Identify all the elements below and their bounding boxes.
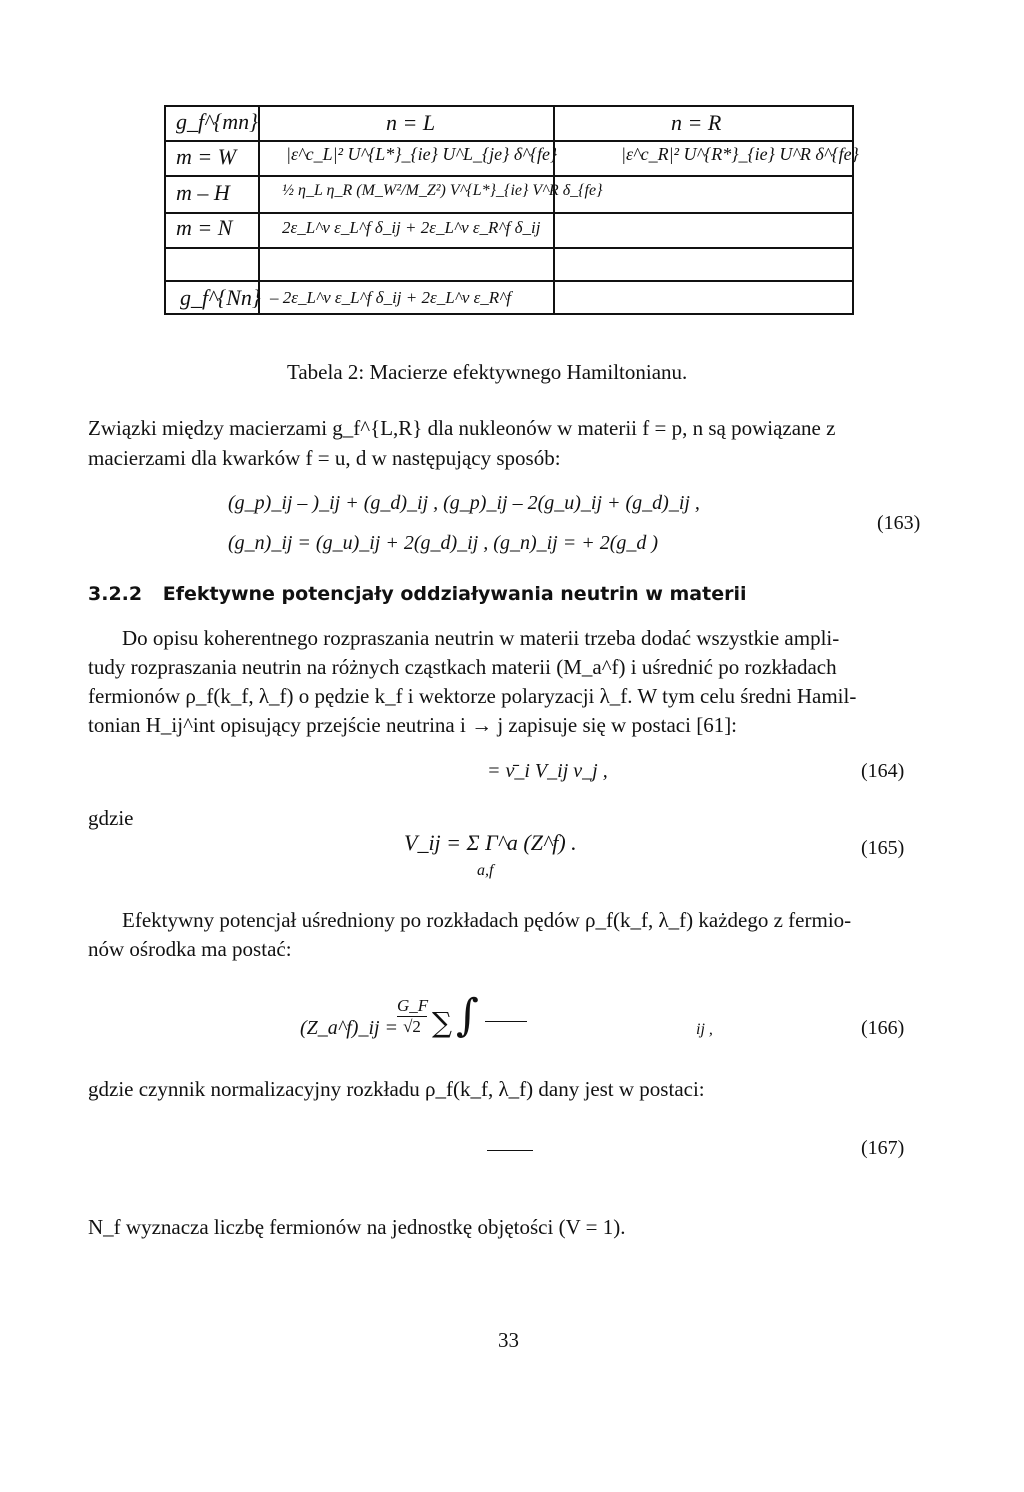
equation-166-tail: ij , bbox=[696, 1021, 713, 1038]
paragraph-line: N_f wyznacza liczbę fermionów na jednostkę objętości (V = 1). bbox=[88, 1215, 626, 1239]
cell-H-L: ½ η_L η_R (M_W²/M_Z²) V^{L*}_{ie} V^R δ_{fe} bbox=[282, 182, 603, 199]
table-caption: Tabela 2: Macierze efektywnego Hamiltonianu. bbox=[287, 360, 688, 384]
equation-number: (165) bbox=[861, 837, 905, 859]
paragraph-line: nów ośrodka ma postać: bbox=[88, 937, 292, 961]
table-rule bbox=[553, 107, 555, 313]
equation-number: (166) bbox=[861, 1017, 905, 1039]
paragraph-line: gdzie czynnik normalizacyjny rozkładu ρ_f(k_f, λ_f) dany jest w postaci: bbox=[88, 1077, 705, 1101]
column-header-R: n = R bbox=[671, 110, 722, 135]
integral-sign: ∫ bbox=[456, 990, 479, 1041]
equation-166-lhs: (Z_a^f)_ij = bbox=[300, 1017, 399, 1039]
fraction-denominator: √2 bbox=[403, 1017, 421, 1036]
sum-subscript: a,f bbox=[477, 862, 494, 879]
cell-W-R: |ε^c_R|² U^{R*}_{ie} U^R δ^{fe} bbox=[621, 144, 859, 164]
fraction bbox=[397, 996, 427, 1037]
section-number: 3.2.2 bbox=[88, 583, 143, 605]
paragraph-line: tudy rozpraszania neutrin na różnych cząstkach materii (M_a^f) i uśrednić po rozkładach bbox=[88, 655, 837, 679]
cell-W-L: |ε^c_L|² U^{L*}_{ie} U^L_{je} δ^{fe} bbox=[286, 144, 558, 164]
table-corner-header: g_f^{mn} bbox=[176, 109, 258, 134]
row-label-N: m = N bbox=[176, 215, 233, 240]
row-label-H: m – H bbox=[176, 180, 230, 205]
equation-164: = ν̄_i V_ij ν_j , bbox=[487, 760, 608, 782]
equation-number: (163) bbox=[877, 512, 921, 534]
table-rule bbox=[166, 175, 852, 177]
table-rule bbox=[166, 212, 852, 214]
cell-N-L: 2ε_L^ν ε_L^f δ_ij + 2ε_L^ν ε_R^f δ_ij bbox=[282, 218, 541, 237]
equation-number: (167) bbox=[861, 1137, 905, 1159]
page-number: 33 bbox=[498, 1328, 519, 1352]
cell-gNn-L: – 2ε_L^ν ε_L^f δ_ij + 2ε_L^ν ε_R^f bbox=[270, 288, 512, 307]
hamiltonian-matrix-table bbox=[164, 105, 859, 315]
fraction-bar bbox=[485, 1021, 527, 1022]
paragraph-line: Efektywny potencjał uśredniony po rozkładach pędów ρ_f(k_f, λ_f) każdego z fermio- bbox=[122, 908, 852, 932]
fraction-numerator: G_F bbox=[397, 996, 429, 1015]
section-title: Efektywne potencjały oddziaływania neutrin w materii bbox=[162, 583, 747, 605]
paragraph-line: tonian H_ij^int opisujący przejście neutrina i → j zapisuje się w postaci [61]: bbox=[88, 713, 738, 737]
table-rule bbox=[166, 140, 852, 142]
table-rule bbox=[166, 247, 852, 249]
table-rule bbox=[166, 280, 852, 282]
row-label-W: m = W bbox=[176, 144, 237, 169]
equation-number: (164) bbox=[861, 760, 905, 782]
equation-163-line2: (g_n)_ij = (g_u)_ij + 2(g_d)_ij , (g_n)_ij = + 2(g_d ) bbox=[228, 532, 659, 554]
paragraph-line: Związki między macierzami g_f^{L,R} dla nukleonów w materii f = p, n są powiązane z bbox=[88, 416, 836, 440]
paragraph-line: fermionów ρ_f(k_f, λ_f) o pędzie k_f i wektorze polaryzacji λ_f. W tym celu średni Hamil- bbox=[88, 684, 857, 708]
gdzie-label: gdzie bbox=[88, 806, 134, 830]
row-label-gNn: g_f^{Nn} bbox=[180, 285, 261, 310]
table-rule bbox=[258, 107, 260, 313]
summation-sign: ∑ bbox=[432, 1006, 452, 1039]
equation-165: V_ij = Σ Γ^a (Z^f) . bbox=[404, 830, 577, 855]
paragraph-line: macierzami dla kwarków f = u, d w następujący sposób: bbox=[88, 446, 561, 470]
column-header-L: n = L bbox=[386, 110, 436, 135]
equation-163-line1: (g_p)_ij – )_ij + (g_d)_ij , (g_p)_ij – 2(g_u)_ij + (g_d)_ij , bbox=[228, 492, 700, 514]
fraction-bar bbox=[487, 1150, 533, 1151]
paragraph-line: Do opisu koherentnego rozpraszania neutrin w materii trzeba dodać wszystkie ampli- bbox=[122, 626, 840, 650]
